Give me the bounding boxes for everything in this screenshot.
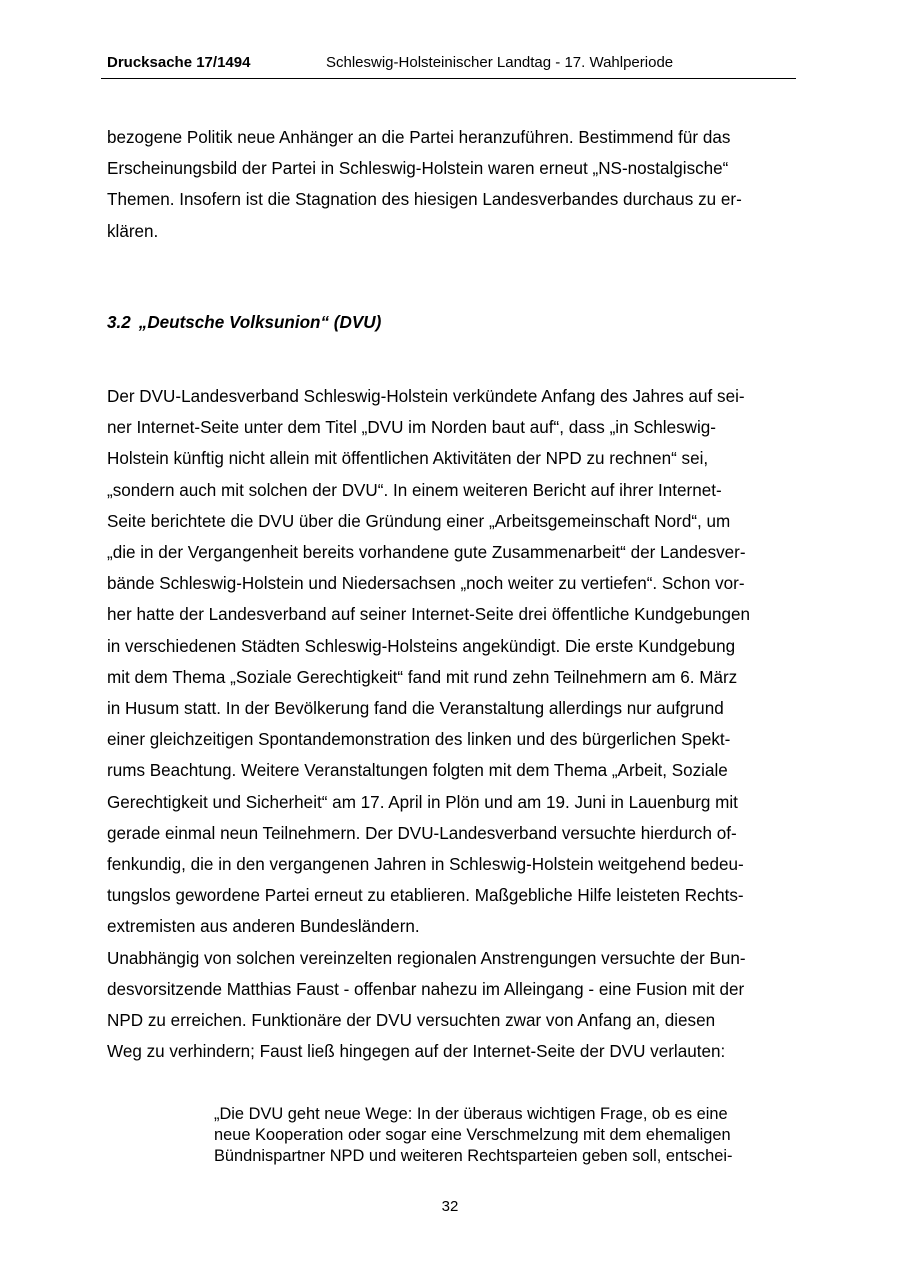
header-title: Schleswig-Holsteinischer Landtag - 17. Wahlperiode: [326, 54, 674, 71]
text-line: bezogene Politik neue Anhänger an die Partei heranzuführen. Bestimmend für das: [107, 128, 731, 147]
paragraph-intro: [107, 122, 792, 247]
text-line: Unabhängig von solchen vereinzelten regionalen Anstrengungen versuchte der Bun-: [107, 948, 746, 968]
text-line: „die in der Vergangenheit bereits vorhandene gute Zusammenarbeit“ der Landesver-: [107, 543, 746, 563]
text-line: extremisten aus anderen Bundesländern.: [107, 917, 420, 937]
document-id: Drucksache 17/1494: [107, 54, 251, 71]
block-quote: [214, 1104, 789, 1167]
quote-line: „Die DVU geht neue Wege: In der überaus wichtigen Frage, ob es eine: [214, 1105, 728, 1123]
text-line: fenkundig, die in den vergangenen Jahren in Schleswig-Holstein weitgehend bedeu-: [107, 855, 744, 875]
quote-line: neue Kooperation oder sogar eine Verschmelzung mit dem ehemaligen: [214, 1126, 731, 1144]
text-line: NPD zu erreichen. Funktionäre der DVU versuchten zwar von Anfang an, diesen: [107, 1011, 716, 1031]
text-line: mit dem Thema „Soziale Gerechtigkeit“ fand mit rund zehn Teilnehmern am 6. März: [107, 667, 738, 687]
text-line: Seite berichtete die DVU über die Gründung einer „Arbeitsgemeinschaft Nord“, um: [107, 511, 731, 531]
text-line: einer gleichzeitigen Spontandemonstration des linken und des bürgerlichen Spekt-: [107, 730, 731, 750]
text-line: in verschiedenen Städten Schleswig-Holsteins angekündigt. Die erste Kundgebung: [107, 636, 736, 656]
text-line: „sondern auch mit solchen der DVU“. In einem weiteren Bericht auf ihrer Internet-: [107, 480, 722, 500]
page-header: [101, 50, 796, 79]
section-heading: [107, 313, 381, 333]
paragraph-dvu: [107, 381, 792, 1067]
text-line: Holstein künftig nicht allein mit öffentlichen Aktivitäten der NPD zu rechnen“ sei,: [107, 449, 709, 469]
quote-line: Bündnispartner NPD und weiteren Rechtsparteien geben soll, entschei-: [214, 1147, 733, 1165]
text-line: bände Schleswig-Holstein und Niedersachsen „noch weiter zu vertiefen“. Schon vor-: [107, 574, 745, 594]
text-line: Der DVU-Landesverband Schleswig-Holstein verkündete Anfang des Jahres auf sei-: [107, 387, 745, 406]
page-number: 32: [441, 1198, 459, 1215]
section-title: „Deutsche Volksunion“ (DVU): [138, 313, 382, 332]
text-line: Themen. Insofern ist die Stagnation des hiesigen Landesverbandes durchaus zu er-: [107, 190, 742, 210]
text-line: gerade einmal neun Teilnehmern. Der DVU-Landesverband versuchte hierdurch of-: [107, 823, 737, 843]
text-line: her hatte der Landesverband auf seiner Internet-Seite drei öffentliche Kundgebungen: [107, 605, 751, 625]
text-line: desvorsitzende Matthias Faust - offenbar nahezu im Alleingang - eine Fusion mit der: [107, 979, 745, 999]
text-line: Weg zu verhindern; Faust ließ hingegen auf der Internet-Seite der DVU verlauten:: [107, 1042, 726, 1062]
section-number: 3.2: [107, 313, 131, 332]
text-line: Gerechtigkeit und Sicherheit“ am 17. April in Plön und am 19. Juni in Lauenburg mit: [107, 792, 738, 812]
text-line: Erscheinungsbild der Partei in Schleswig-Holstein waren erneut „NS-nostalgische“: [107, 159, 729, 179]
text-line: tungslos gewordene Partei erneut zu etablieren. Maßgebliche Hilfe leisteten Rechts-: [107, 886, 744, 906]
text-line: rums Beachtung. Weitere Veranstaltungen folgten mit dem Thema „Arbeit, Soziale: [107, 761, 728, 781]
text-line: ner Internet-Seite unter dem Titel „DVU im Norden baut auf“, dass „in Schleswig-: [107, 418, 716, 438]
text-line: in Husum statt. In der Bevölkerung fand die Veranstaltung allerdings nur aufgrund: [107, 699, 724, 719]
text-line: klären.: [107, 221, 159, 241]
